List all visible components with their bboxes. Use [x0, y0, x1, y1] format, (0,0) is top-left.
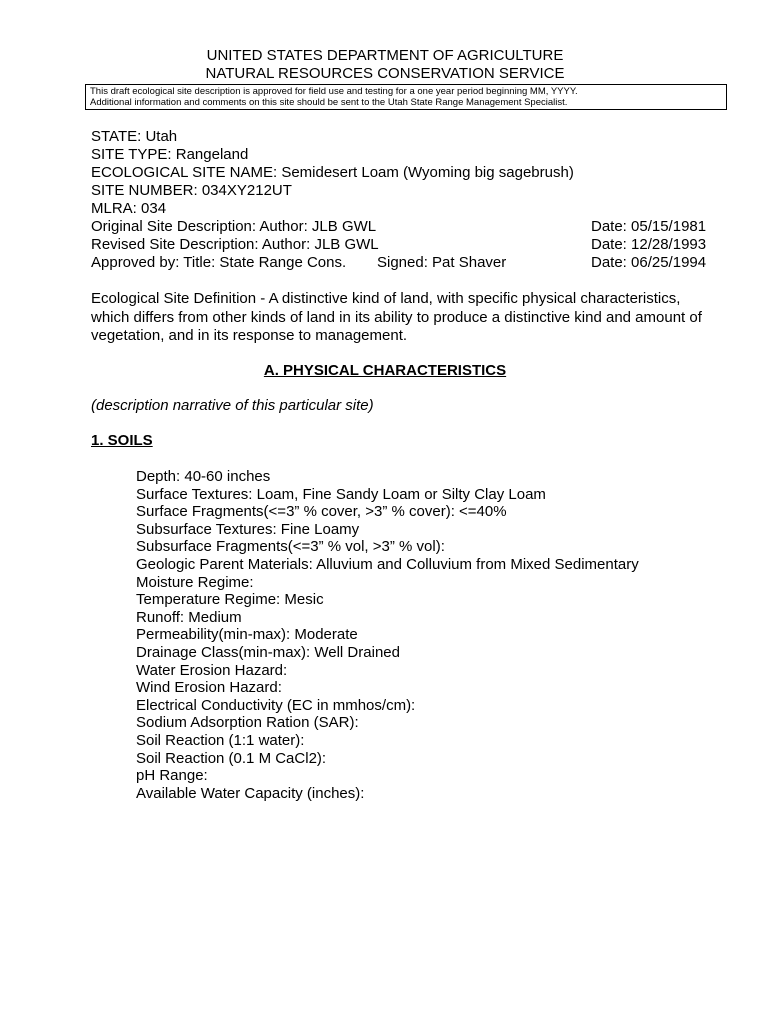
approved-date: Date: 06/25/1994	[591, 254, 707, 271]
agency-title: UNITED STATES DEPARTMENT OF AGRICULTURE	[206, 47, 564, 64]
soil-parent-materials: Geologic Parent Materials: Alluvium and Colluvium from Mixed Sedimentary	[136, 555, 639, 573]
soil-wind-erosion-hazard: Wind Erosion Hazard:	[136, 679, 282, 697]
soil-drainage-class: Drainage Class(min-max): Well Drained	[136, 643, 400, 661]
soil-depth: Depth: 40-60 inches	[136, 468, 271, 485]
soil-temperature-regime: Temperature Regime: Mesic	[136, 591, 324, 609]
soil-electrical-conductivity: Electrical Conductivity (EC in mmhos/cm):	[136, 696, 416, 714]
soil-surface-fragments: Surface Fragments(<=3” % cover, >3” % cover): <=40%	[136, 503, 507, 521]
definition-line-2: which differs from other kinds of land in its ability to produce a distinctive kind and amount of	[91, 308, 702, 326]
approved-by-label: Approved by: Title: State Range Cons.	[91, 254, 347, 271]
soil-moisture-regime: Moisture Regime:	[136, 573, 254, 591]
draft-notice-line-2: Additional information and comments on this site should be sent to the Utah State Range Management Specialist.	[90, 97, 568, 108]
ecological-site-definition	[91, 290, 731, 346]
site-type-line: SITE TYPE: Rangeland	[91, 146, 249, 163]
revised-description-label: Revised Site Description: Author: JLB GWL	[91, 236, 379, 253]
draft-notice-box	[85, 84, 727, 110]
soil-reaction-water: Soil Reaction (1:1 water):	[136, 731, 305, 749]
original-description-label: Original Site Description: Author: JLB GWL	[91, 218, 377, 235]
soil-subsurface-fragments: Subsurface Fragments(<=3” % vol, >3” % vol):	[136, 538, 445, 556]
soil-runoff: Runoff: Medium	[136, 608, 242, 626]
site-number-line: SITE NUMBER: 034XY212UT	[91, 182, 292, 199]
original-description-date: Date: 05/15/1981	[591, 218, 707, 235]
physical-characteristics-heading: A. PHYSICAL CHARACTERISTICS	[263, 362, 507, 379]
mlra-line: MLRA: 034	[91, 200, 167, 217]
soil-properties-list	[136, 468, 639, 802]
original-description-row	[91, 218, 721, 236]
description-narrative: (description narrative of this particular site)	[91, 397, 374, 414]
soil-water-erosion-hazard: Water Erosion Hazard:	[136, 661, 288, 679]
definition-line-3: vegetation, and in its response to management.	[91, 327, 408, 344]
soil-sodium-adsorption: Sodium Adsorption Ration (SAR):	[136, 714, 359, 732]
revised-description-date: Date: 12/28/1993	[591, 236, 707, 253]
definition-line-1: Ecological Site Definition - A distinctive kind of land, with specific physical characteristics,	[91, 290, 681, 307]
service-title: NATURAL RESOURCES CONSERVATION SERVICE	[205, 65, 565, 82]
soil-ph-range: pH Range:	[136, 767, 208, 785]
soil-reaction-cacl2: Soil Reaction (0.1 M CaCl2):	[136, 749, 327, 767]
state-line: STATE: Utah	[91, 128, 178, 145]
draft-notice-line-1: This draft ecological site description is approved for field use and testing for a one year period beginning MM, YYYY.	[90, 86, 578, 97]
soil-subsurface-textures: Subsurface Textures: Fine Loamy	[136, 520, 360, 538]
soil-permeability: Permeability(min-max): Moderate	[136, 626, 358, 644]
soil-available-water-capacity: Available Water Capacity (inches):	[136, 784, 365, 802]
soils-heading: 1. SOILS	[91, 432, 153, 449]
signed-by: Signed: Pat Shaver	[377, 254, 507, 271]
revised-description-row	[91, 236, 721, 254]
approved-by-row	[91, 254, 721, 272]
ecological-site-name-line: ECOLOGICAL SITE NAME: Semidesert Loam (Wyoming big sagebrush)	[91, 164, 574, 181]
soil-surface-textures: Surface Textures: Loam, Fine Sandy Loam or Silty Clay Loam	[136, 485, 546, 503]
